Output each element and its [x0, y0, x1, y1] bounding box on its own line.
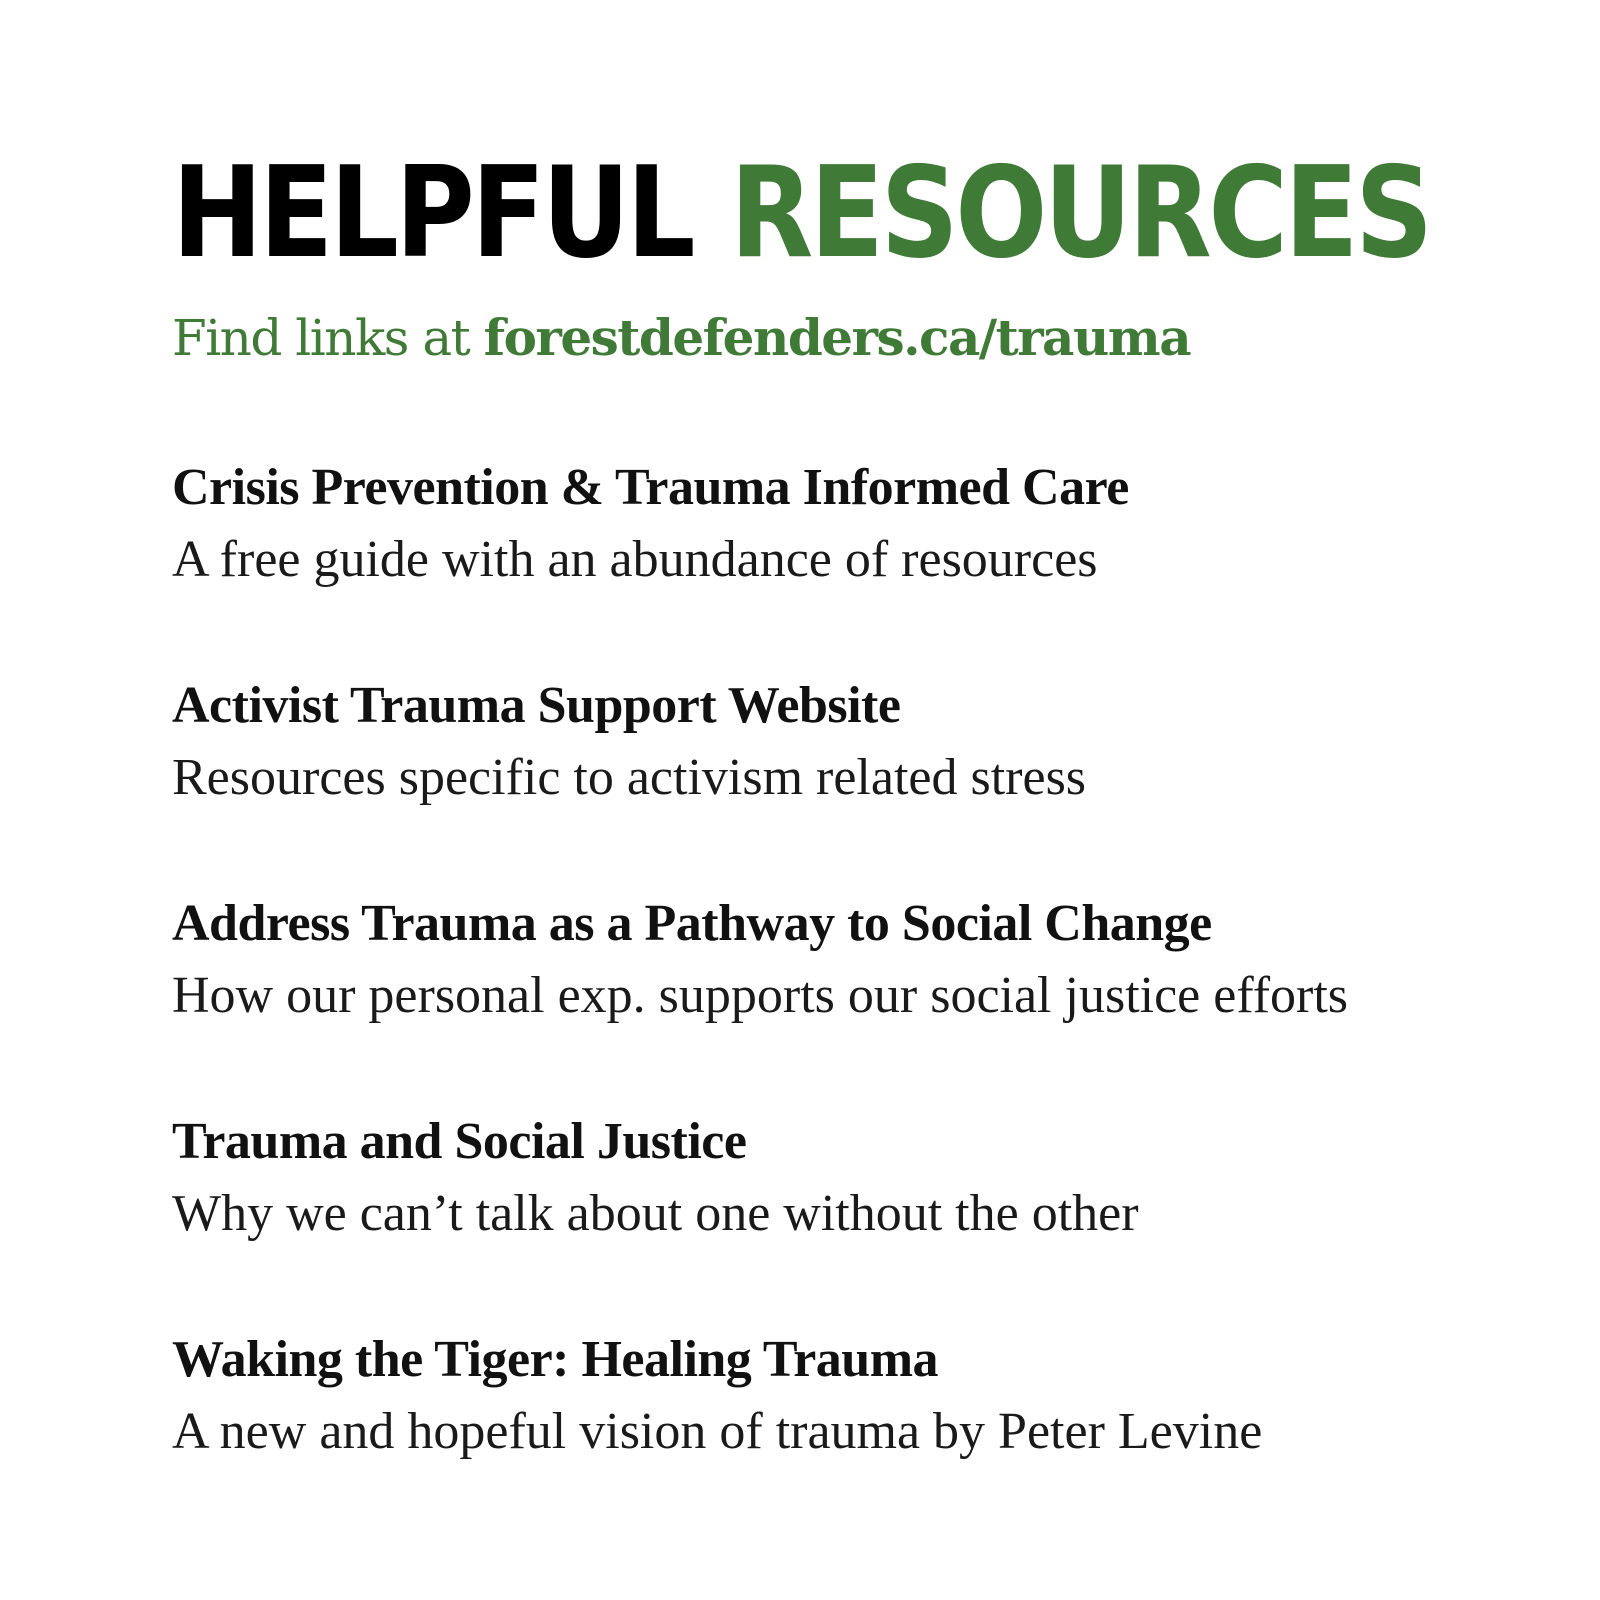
title-word-helpful: HELPFUL	[172, 139, 693, 286]
page-title	[172, 139, 1430, 286]
resource-description: Resources specific to activism related stress	[172, 749, 1087, 806]
links-subtitle	[172, 306, 1190, 370]
resource-title: Trauma and Social Justice	[172, 1113, 747, 1170]
resource-title: Address Trauma as a Pathway to Social Change	[172, 895, 1212, 952]
resource-description: Why we can’t talk about one without the other	[172, 1185, 1139, 1242]
resource-description: A new and hopeful vision of trauma by Peter Levine	[172, 1403, 1263, 1460]
resource-item	[172, 1106, 1139, 1250]
resource-title: Waking the Tiger: Healing Trauma	[172, 1331, 939, 1388]
resource-item	[172, 888, 1348, 1032]
resource-item	[172, 452, 1129, 596]
resources-url-link[interactable]: forestdefenders.ca/trauma	[483, 308, 1191, 367]
subtitle-prefix: Find links at	[172, 309, 484, 367]
resource-item	[172, 670, 1086, 814]
resource-description: How our personal exp. supports our social justice efforts	[172, 967, 1349, 1024]
resource-item	[172, 1324, 1262, 1468]
resource-title: Activist Trauma Support Website	[172, 677, 901, 734]
resource-description: A free guide with an abundance of resources	[172, 531, 1098, 588]
resource-title: Crisis Prevention & Trauma Informed Care	[172, 459, 1129, 516]
title-word-resources: RESOURCES	[730, 139, 1430, 286]
